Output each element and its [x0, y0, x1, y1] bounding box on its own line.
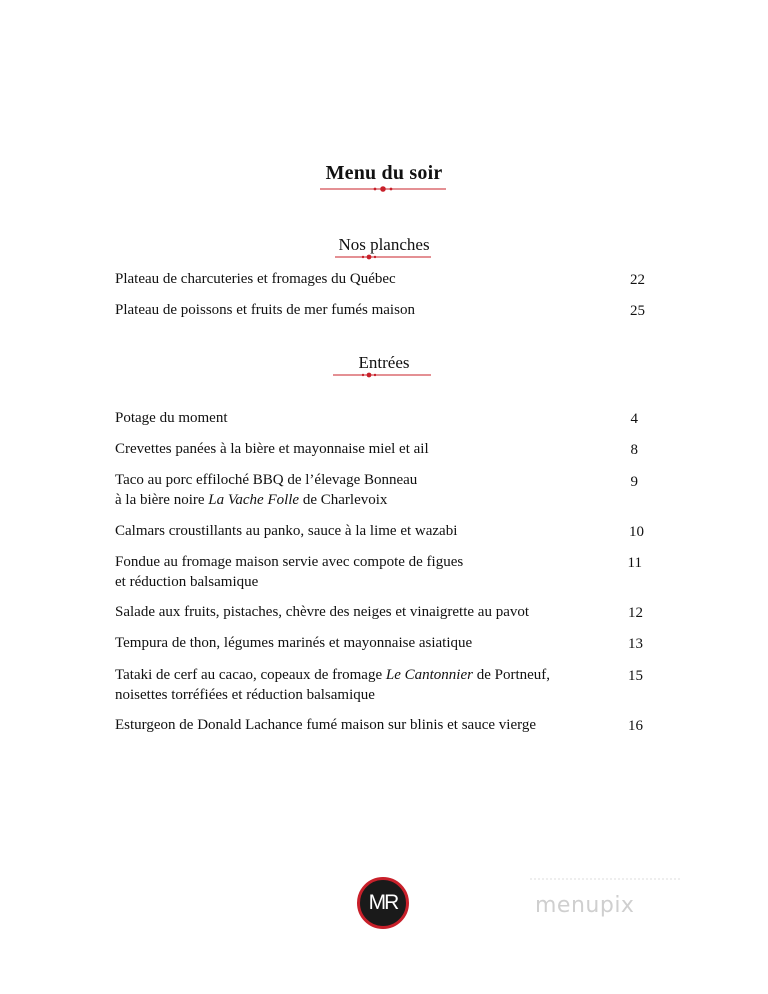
- menu-item-price: 16: [628, 718, 643, 734]
- menu-item: Crevettes panées à la bière et mayonnaise miel et ail: [115, 441, 429, 457]
- menu-item-price: 15: [628, 668, 643, 684]
- menu-item: [115, 470, 635, 510]
- menu-item-line: [115, 665, 635, 685]
- menu-item: [115, 552, 635, 592]
- menu-item-line: et réduction balsamique: [115, 574, 259, 590]
- menu-item-price: 12: [628, 605, 643, 621]
- menu-item: Tempura de thon, légumes marinés et mayonnaise asiatique: [115, 635, 473, 651]
- menu-item: Salade aux fruits, pistaches, chèvre des neiges et vinaigrette au pavot: [115, 604, 530, 620]
- menu-item-line: noisettes torréfiées et réduction balsamique: [115, 687, 375, 703]
- menu-item: Calmars croustillants au panko, sauce à la lime et wazabi: [115, 523, 458, 539]
- menu-item-price: 22: [630, 272, 645, 288]
- text-segment: Tataki de cerf au cacao, copeaux de fromage: [115, 667, 386, 683]
- section-title-entrees: Entrées: [358, 353, 410, 372]
- section-ornament: [335, 252, 431, 262]
- menu-item-price: 25: [630, 303, 645, 319]
- menu-item-price: 9: [630, 474, 638, 490]
- menu-item-price: 11: [627, 555, 642, 571]
- text-segment: de Portneuf,: [472, 667, 551, 683]
- menu-item-price: 4: [630, 411, 638, 427]
- menu-item-price: 8: [630, 442, 638, 458]
- text-segment: de Charlevoix: [299, 492, 388, 508]
- title-ornament: [320, 184, 446, 194]
- section-ornament: [333, 370, 431, 380]
- menu-item-line: Taco au porc effiloché BBQ de l’élevage Bonneau: [115, 472, 418, 488]
- menu-item: Potage du moment: [115, 410, 228, 426]
- menu-title: Menu du soir: [325, 162, 443, 184]
- menu-item: Esturgeon de Donald Lachance fumé maison sur blinis et sauce vierge: [115, 717, 536, 733]
- logo-text: MR: [368, 891, 398, 914]
- watermark-decoration: [530, 878, 680, 886]
- section-title-nos-planches: Nos planches: [338, 235, 430, 254]
- menu-item-line: [115, 490, 635, 510]
- restaurant-logo: [357, 877, 409, 929]
- brand-name: Le Cantonnier: [385, 667, 473, 683]
- menu-item: Plateau de poissons et fruits de mer fumés maison: [115, 302, 415, 318]
- text-segment: à la bière noire: [115, 492, 209, 508]
- brand-name: La Vache Folle: [208, 492, 300, 508]
- watermark: menupix: [535, 893, 635, 918]
- menu-item: Plateau de charcuteries et fromages du Québec: [115, 271, 396, 287]
- menu-item-price: 10: [629, 524, 644, 540]
- menu-item: [115, 665, 635, 705]
- menu-item-line: Fondue au fromage maison servie avec compote de figues: [115, 554, 464, 570]
- menu-item-price: 13: [628, 636, 643, 652]
